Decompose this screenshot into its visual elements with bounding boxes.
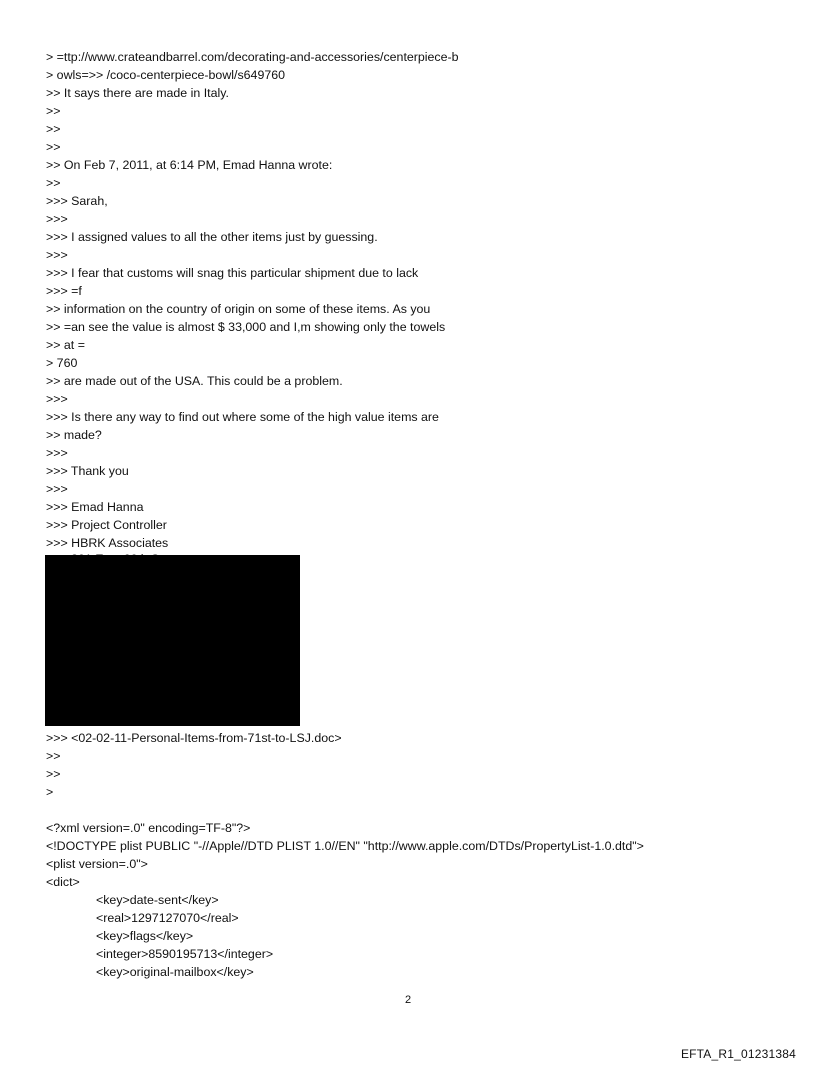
text-line: >>> I assigned values to all the other items just by guessing. (46, 230, 378, 244)
text-line: >>> (46, 248, 68, 262)
text-line: >> information on the country of origin on some of these items. As you (46, 302, 431, 316)
text-line: >> =an see the value is almost $ 33,000 and I,m showing only the towels (46, 320, 446, 334)
text-line: >> are made out of the USA. This could be a problem. (46, 374, 343, 388)
text-line: >> (46, 176, 61, 190)
text-line: >>> =f (46, 284, 82, 298)
text-line: >>> Sarah, (46, 194, 108, 208)
text-line: >> (46, 104, 61, 118)
plist-header-line: <dict> (46, 875, 80, 889)
plist-entry-line: <key>flags</key> (96, 929, 194, 943)
text-line: >>> Is there any way to find out where some of the high value items are (46, 410, 439, 424)
text-line: >>> (46, 212, 68, 226)
text-line: >> made? (46, 428, 102, 442)
text-line: > owls=>> /coco-centerpiece-bowl/s649760 (46, 68, 286, 82)
plist-entry-line: <key>original-mailbox</key> (96, 965, 254, 979)
text-line: >>> Emad Hanna (46, 500, 144, 514)
plist-entry-line: <real>1297127070</real> (96, 911, 239, 925)
text-line: >> On Feb 7, 2011, at 6:14 PM, Emad Hanna wrote: (46, 158, 333, 172)
text-line: >>> HBRK Associates (46, 536, 169, 550)
text-line: > 760 (46, 356, 78, 370)
text-line: >>> (46, 482, 68, 496)
blank-line (46, 801, 786, 819)
text-line: > (46, 785, 54, 799)
bates-number: EFTA_R1_01231384 (680, 1047, 796, 1061)
text-line: >> (46, 749, 61, 763)
plist-entry-line: <key>date-sent</key> (96, 893, 219, 907)
text-line: >>> Project Controller (46, 518, 167, 532)
plist-header-line: <?xml version=.0" encoding=TF-8"?> (46, 821, 251, 835)
text-line: >>> (46, 446, 68, 460)
text-line: >>> Thank you (46, 464, 129, 478)
plist-header-line: <plist version=.0"> (46, 857, 148, 871)
redaction-block (45, 555, 300, 726)
text-line: >> It says there are made in Italy. (46, 86, 229, 100)
text-line: >> at = (46, 338, 85, 352)
text-line: >>> (46, 392, 68, 406)
text-line: >> (46, 140, 61, 154)
plist-entry-line: <integer>8590195713</integer> (96, 947, 274, 961)
text-line: >> (46, 767, 61, 781)
page-number: 2 (404, 994, 412, 1006)
plist-header-line: <!DOCTYPE plist PUBLIC "-//Apple//DTD PLIST 1.0//EN" "http://www.apple.com/DTDs/PropertyList-1.0.dtd"> (46, 839, 644, 853)
attachment-and-plist (46, 729, 786, 981)
text-line: >>> I fear that customs will snag this particular shipment due to lack (46, 266, 419, 280)
text-line: > =ttp://www.crateandbarrel.com/decorating-and-accessories/centerpiece-b (46, 50, 459, 64)
email-thread (46, 48, 786, 552)
attachment-line: >>> <02-02-11-Personal-Items-from-71st-to-LSJ.doc> (46, 731, 342, 745)
text-line: >> (46, 122, 61, 136)
